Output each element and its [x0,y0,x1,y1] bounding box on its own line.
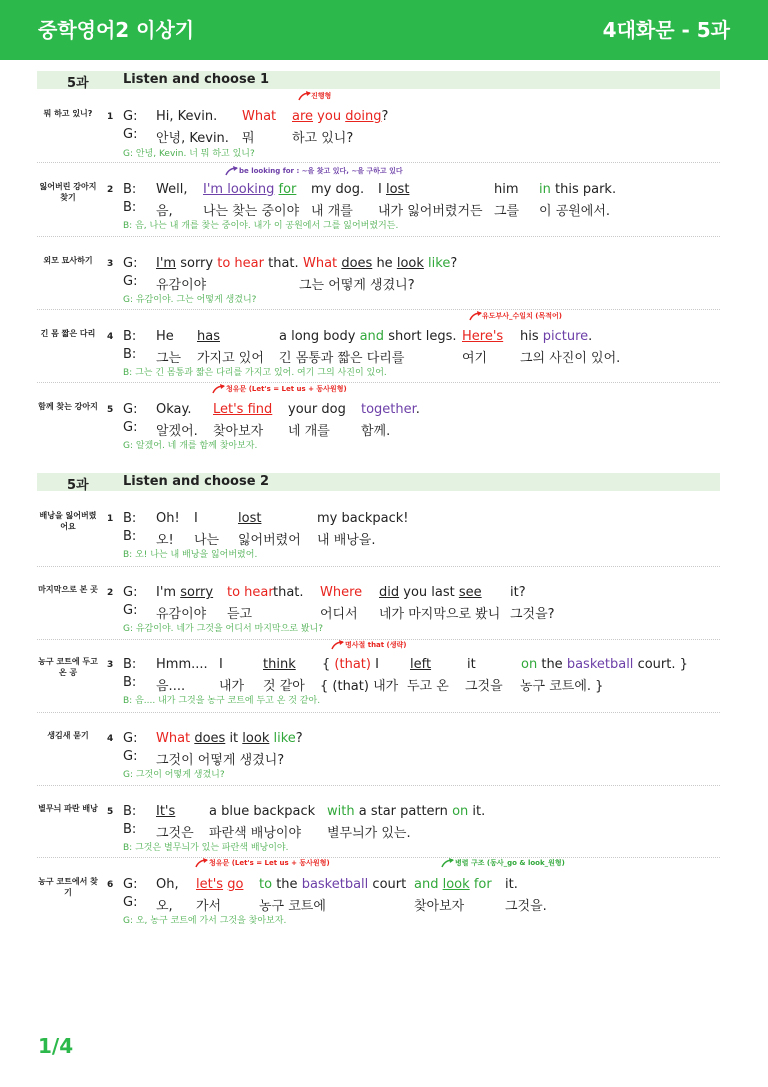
arrow-icon [195,858,209,868]
speaker-label: G: [123,585,138,600]
english-phrase: together. [361,402,420,417]
english-phrase: in this park. [539,182,617,197]
english-phrase: What does he look like? [303,256,458,271]
dialogue-number: 1 [107,112,114,122]
divider [37,857,720,858]
section-title: Listen and choose 2 [123,474,270,489]
topic-label: 긴 몸 짧은 다리 [40,329,96,338]
korean-phrase: 유감이야 [156,278,207,293]
topic-label: 배낭을 잃어버렸어요 [39,511,97,531]
english-phrase: Where [320,585,363,600]
english-phrase: I lost [378,182,410,197]
dialogue-number: 4 [107,332,114,342]
english-phrase: Well, [156,182,188,197]
english-phrase: Okay. [156,402,192,417]
korean-phrase: 파란색 배낭이야 [209,826,302,841]
korean-phrase: 나는 [194,533,220,548]
english-phrase: are you doing? [292,109,389,124]
korean-phrase: 네 개를 [288,424,330,439]
english-phrase: He [156,329,174,344]
english-phrase: left [410,657,432,672]
topic-label: 외모 묘사하기 [43,256,93,265]
grammar-note: 병렬 구조 (동사_go & look_원형) [455,859,565,867]
translation: B: 오! 나는 내 배낭을 잃어버렸어. [123,550,258,560]
translation: G: 안녕, Kevin. 너 뭐 하고 있니? [123,149,255,159]
speaker-label: G: [123,895,138,910]
header-bar [0,0,768,60]
korean-phrase: 내가 [219,679,245,694]
speaker-label: B: [123,329,137,344]
english-phrase: Hmm.... [156,657,208,672]
english-phrase: my dog. [311,182,365,197]
divider [37,162,720,163]
english-phrase: him [494,182,519,197]
speaker-label: G: [123,877,138,892]
english-phrase: did you last see [379,585,482,600]
english-phrase: Here's [462,329,504,344]
speaker-label: B: [123,511,137,526]
english-phrase: it? [510,585,526,600]
grammar-note: 유도부사_수일치 (목적어) [482,312,562,320]
topic-label: 잃어버린 강아지 찾기 [39,182,97,202]
translation: B: 그것은 별무늬가 있는 파란색 배낭이야. [123,843,289,853]
section-header-1 [37,71,720,89]
korean-phrase: 음.... [156,679,186,694]
speaker-label: B: [123,657,137,672]
divider [37,236,720,237]
doc-title: 중학영어2 이상기 [38,18,195,42]
korean-phrase: 유감이야 [156,607,207,622]
english-phrase: What [242,109,277,124]
korean-phrase: 그의 사진이 있어. [520,351,621,366]
korean-phrase: 별무늬가 있는. [327,826,411,841]
arrow-icon [225,166,239,176]
korean-phrase: 그는 어떻게 생겼니? [299,278,415,293]
korean-phrase: 어디서 [320,607,358,622]
korean-phrase: 오, [156,899,173,914]
korean-phrase: 잃어버렸어 [238,533,301,548]
translation: B: 음.... 내가 그것을 농구 코트에 두고 온 것 같아. [123,696,321,706]
korean-phrase: 네가 마지막으로 봤니 [379,607,501,622]
translation: G: 알겠어. 네 개를 함께 찾아보자. [123,441,258,451]
korean-phrase: 가지고 있어 [197,351,264,366]
korean-phrase: 하고 있니? [292,131,354,146]
korean-phrase: 그를 [494,204,520,219]
arrow-icon [212,384,226,394]
dialogue-number: 3 [107,259,114,269]
speaker-label: B: [123,675,137,690]
korean-phrase: 알겠어. [156,424,198,439]
english-phrase: It's [156,804,176,819]
topic-label: 농구 코트에서 찾기 [38,877,98,897]
dialogue-number: 4 [107,734,114,744]
english-phrase: lost [238,511,262,526]
english-phrase: my backpack! [317,511,409,526]
korean-phrase: 내가 잃어버렸거든 [378,204,483,219]
speaker-label: B: [123,822,137,837]
english-phrase: to hear [227,585,274,600]
korean-phrase: 듣고 [227,607,253,622]
english-phrase: I'm sorry to hear that. [156,256,299,271]
arrow-icon [469,311,483,321]
english-phrase: a blue backpack [209,804,316,819]
speaker-label: B: [123,182,137,197]
korean-phrase: 뭐 [242,131,255,146]
translation: B: 음, 나는 내 개를 찾는 중이야. 내가 이 공원에서 그를 잃어버렸거든. [123,221,399,231]
english-phrase: that. [273,585,304,600]
dialogue-number: 6 [107,880,114,890]
english-phrase: your dog [288,402,346,417]
dialogue-number: 2 [107,588,114,598]
korean-phrase: 그것이 어떻게 생겼니? [156,753,285,768]
english-phrase: Oh, [156,877,179,892]
korean-phrase: 여기 [462,351,488,366]
korean-phrase: 음, [156,204,173,219]
section-header-2 [37,473,720,491]
english-phrase: I [194,511,198,526]
english-phrase: and look for [414,877,492,892]
english-phrase: on the basketball court. } [521,657,688,672]
translation: G: 오, 농구 코트에 가서 그것을 찾아보자. [123,916,287,926]
english-phrase: it [467,657,476,672]
korean-phrase: 긴 몸통과 짧은 다리를 [279,351,405,366]
topic-label: 마지막으로 본 곳 [38,585,98,594]
korean-phrase: 오! [156,533,174,548]
divider [37,566,720,567]
dialogue-number: 5 [107,405,114,415]
topic-label: 함께 찾는 강아지 [38,402,98,411]
english-phrase: Hi, Kevin. [156,109,218,124]
speaker-label: B: [123,347,137,362]
speaker-label: G: [123,420,138,435]
korean-phrase: 농구 코트에 [259,899,326,914]
korean-phrase: 나는 찾는 중이야 [203,204,300,219]
speaker-label: G: [123,749,138,764]
section-number: 5과 [67,478,89,493]
english-phrase: let's go [196,877,244,892]
english-phrase: with a star pattern on it. [327,804,486,819]
arrow-icon [331,640,345,650]
korean-phrase: 내 배낭을. [317,533,376,548]
korean-phrase: 안녕, Kevin. [156,131,229,146]
english-phrase: a long body and short legs. [279,329,457,344]
translation: G: 유감이야. 네가 그것을 어디서 마지막으로 봤니? [123,624,323,634]
english-phrase: his picture. [520,329,593,344]
english-phrase: I [219,657,223,672]
speaker-label: B: [123,804,137,819]
topic-label: 농구 코트에 두고 온 공 [38,657,98,677]
section-number: 5과 [67,76,89,91]
speaker-label: G: [123,256,138,271]
speaker-label: B: [123,529,137,544]
korean-phrase: 그는 [156,351,182,366]
topic-label: 생김새 묻기 [47,731,89,740]
english-phrase: Oh! [156,511,180,526]
grammar-note: 청유문 (Let's = Let us + 동사원형) [209,859,330,867]
english-phrase: What does it look like? [156,731,303,746]
korean-phrase: { (that) 내가 [320,679,399,694]
english-phrase: Let's find [213,402,273,417]
dialogue-number: 1 [107,514,114,524]
divider [37,712,720,713]
speaker-label: G: [123,109,138,124]
grammar-note: be looking for : ~을 찾고 있다, ~을 구하고 있다 [239,167,403,175]
grammar-note: 진행형 [311,92,332,100]
speaker-label: G: [123,603,138,618]
divider [37,785,720,786]
korean-phrase: 것 같아 [263,679,305,694]
english-phrase: I'm sorry [156,585,214,600]
korean-phrase: 함께. [361,424,391,439]
korean-phrase: 그것을 [465,679,503,694]
english-phrase: has [197,329,220,344]
english-phrase: I'm looking for [203,182,297,197]
topic-label: 뭐 하고 있니? [43,109,93,118]
lesson-title: 4대화문 - 5과 [602,18,730,42]
speaker-label: G: [123,274,138,289]
korean-phrase: 그것을? [510,607,555,622]
english-phrase: it. [505,877,518,892]
korean-phrase: 이 공원에서. [539,204,611,219]
section-title: Listen and choose 1 [123,72,270,87]
grammar-note: 청유문 (Let's = Let us + 동사원형) [226,385,347,393]
speaker-label: B: [123,200,137,215]
divider [37,309,720,310]
grammar-note: 명사절 that (생략) [345,641,407,649]
korean-phrase: 그것을. [505,899,547,914]
korean-phrase: 가서 [196,899,222,914]
korean-phrase: 찾아보자 [213,424,264,439]
korean-phrase: 농구 코트에. } [520,679,604,694]
dialogue-number: 3 [107,660,114,670]
dialogue-number: 2 [107,185,114,195]
arrow-icon [298,91,312,101]
korean-phrase: 그것은 [156,826,194,841]
korean-phrase: 내 개를 [311,204,353,219]
english-phrase: think [263,657,296,672]
translation: G: 유감이야. 그는 어떻게 생겼니? [123,295,257,305]
divider [37,382,720,383]
dialogue-number: 5 [107,807,114,817]
korean-phrase: 찾아보자 [414,899,465,914]
topic-label: 별무늬 파란 배낭 [38,804,98,813]
translation: B: 그는 긴 몸통과 짧은 다리를 가지고 있어. 여기 그의 사진이 있어. [123,368,387,378]
arrow-icon [441,858,455,868]
translation: G: 그것이 어떻게 생겼니? [123,770,225,780]
korean-phrase: 두고 온 [407,679,449,694]
english-phrase: to the basketball court [259,877,407,892]
speaker-label: G: [123,402,138,417]
speaker-label: G: [123,127,138,142]
page-number: 1/4 [38,1034,74,1058]
english-phrase: { (that) I [322,657,379,672]
speaker-label: G: [123,731,138,746]
